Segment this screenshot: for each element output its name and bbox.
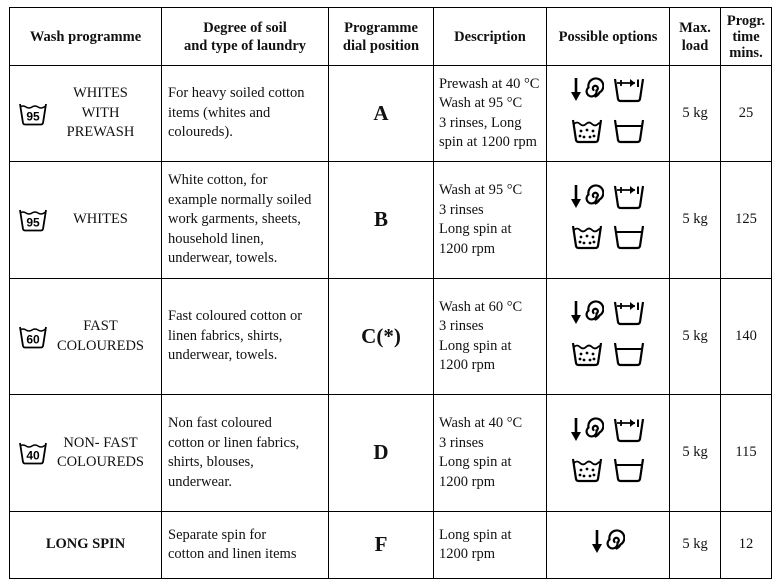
programme-name-line: COLOUREDS	[56, 454, 144, 470]
soil-line: cotton and linen items	[168, 546, 297, 562]
wash-programme-table	[9, 7, 772, 579]
description-cell	[434, 395, 547, 512]
header-load	[670, 8, 721, 66]
description-line: Long spin at	[439, 526, 512, 543]
programme-name-line: PREWASH	[66, 124, 135, 141]
description-line: 1200 rpm	[439, 240, 495, 257]
options-group	[569, 76, 647, 151]
prewash-icon	[611, 299, 647, 334]
header-time	[721, 8, 772, 66]
spin-reduce-icon	[569, 416, 605, 451]
programme-name-line: COLOUREDS	[56, 337, 144, 354]
header-options: Possible options	[547, 8, 670, 66]
soil-line: coloureds).	[168, 124, 233, 141]
description-line: spin at 1200 rpm	[439, 134, 537, 150]
description-line: 3 rinses	[439, 201, 484, 218]
wash-temp-95-icon	[18, 208, 48, 232]
wash-temp-label: 60	[26, 332, 40, 346]
easy-iron-icon	[611, 223, 647, 258]
soil-cell	[162, 279, 329, 395]
programme-name-line: WHITES	[73, 85, 128, 102]
wash-temp-40-icon	[18, 441, 48, 465]
header-time-line: Progr.	[726, 12, 766, 29]
options-cell	[547, 66, 670, 162]
prewash-icon	[611, 416, 647, 451]
description-cell	[434, 512, 547, 579]
easy-iron-icon	[611, 117, 647, 152]
description-line: Wash at 95 °C	[439, 95, 523, 111]
soil-line: underwear, towels.	[168, 250, 278, 267]
max-load: 5 kg	[670, 162, 721, 279]
description-line: Prewash at 40 °C	[439, 75, 540, 92]
easy-iron-icon	[611, 340, 647, 375]
options-group	[569, 183, 647, 258]
description-line: Long spin at	[439, 221, 512, 237]
options-group	[569, 299, 647, 374]
table-row	[10, 279, 772, 395]
header-dial-line: dial position	[342, 37, 420, 54]
spin-reduce-icon	[569, 183, 605, 218]
header-row	[10, 8, 772, 66]
description-line: 3 rinses, Long	[439, 114, 522, 131]
programme-time: 115	[721, 395, 772, 512]
soil-cell	[162, 395, 329, 512]
dial-position: A	[329, 66, 434, 162]
max-load: 5 kg	[670, 279, 721, 395]
description-line: Wash at 40 °C	[439, 415, 523, 431]
description-line: 3 rinses	[439, 434, 484, 451]
description-line: 1200 rpm	[439, 357, 495, 373]
programme-name-line: LONG SPIN	[45, 536, 126, 553]
soil-line: underwear.	[168, 473, 233, 490]
max-load: 5 kg	[670, 66, 721, 162]
programme-cell	[10, 279, 162, 395]
soil-line: For heavy soiled cotton	[168, 85, 305, 102]
stain-wash-icon	[569, 456, 605, 491]
description-line: Long spin at	[439, 454, 512, 470]
header-time-line: mins.	[729, 44, 763, 61]
description-cell	[434, 279, 547, 395]
programme-name-line: WITH	[81, 104, 120, 121]
dial-position: B	[329, 162, 434, 279]
soil-line: household linen,	[168, 230, 264, 247]
description-cell	[434, 162, 547, 279]
soil-line: underwear, towels.	[168, 347, 278, 364]
programme-time: 12	[721, 512, 772, 579]
programme-time: 25	[721, 66, 772, 162]
options-cell	[547, 162, 670, 279]
description-line: 3 rinses	[439, 318, 484, 334]
soil-line: work garments, sheets,	[168, 211, 301, 228]
programme-cell	[10, 395, 162, 512]
soil-line: Fast coloured cotton or	[168, 308, 303, 325]
header-description: Description	[434, 8, 547, 66]
stain-wash-icon	[569, 117, 605, 152]
header-dial-line: Programme	[344, 19, 418, 36]
soil-line: Separate spin for	[168, 526, 267, 543]
programme-name-line: WHITES	[73, 211, 128, 228]
max-load: 5 kg	[670, 512, 721, 579]
options-group	[569, 416, 647, 491]
header-soil-line: and type of laundry	[183, 37, 307, 54]
programme-cell	[10, 162, 162, 279]
header-programme: Wash programme	[10, 8, 162, 66]
spin-reduce-icon	[590, 528, 626, 563]
prewash-icon	[611, 76, 647, 111]
programme-cell	[10, 66, 162, 162]
max-load: 5 kg	[670, 395, 721, 512]
description-line: 1200 rpm	[439, 473, 495, 490]
description-line: Wash at 60 °C	[439, 298, 523, 315]
soil-line: linen fabrics, shirts,	[168, 327, 283, 344]
header-load-line: Max.	[679, 19, 711, 36]
programme-name-line: NON- FAST	[63, 434, 138, 451]
dial-position: D	[329, 395, 434, 512]
options-cell	[547, 279, 670, 395]
soil-line: cotton or linen fabrics,	[168, 434, 300, 451]
easy-iron-icon	[611, 456, 647, 491]
programme-cell	[10, 512, 162, 579]
programme-time: 125	[721, 162, 772, 279]
soil-line: White cotton, for	[168, 172, 268, 189]
soil-cell	[162, 162, 329, 279]
spin-reduce-icon	[569, 299, 605, 334]
stain-wash-icon	[569, 223, 605, 258]
header-load-line: load	[681, 37, 709, 54]
wash-temp-label: 95	[26, 109, 40, 123]
wash-temp-95-icon	[18, 102, 48, 126]
dial-position: C(*)	[329, 279, 434, 395]
table-row	[10, 512, 772, 579]
header-time-line: time	[732, 28, 760, 45]
header-dial	[329, 8, 434, 66]
spin-reduce-icon	[569, 76, 605, 111]
table-row	[10, 162, 772, 279]
wash-temp-60-icon	[18, 325, 48, 349]
description-line: Wash at 95 °C	[439, 182, 523, 198]
options-group	[590, 528, 626, 563]
header-soil	[162, 8, 329, 66]
description-line: Long spin at	[439, 337, 512, 354]
programme-name-line: FAST	[83, 318, 118, 334]
soil-line: items (whites and	[168, 104, 271, 121]
programme-time: 140	[721, 279, 772, 395]
description-line: 1200 rpm	[439, 546, 495, 562]
soil-cell	[162, 512, 329, 579]
programme-name	[10, 535, 161, 555]
soil-line: shirts, blouses,	[168, 454, 254, 470]
options-cell	[547, 395, 670, 512]
soil-line: example normally soiled	[168, 191, 312, 208]
description-cell	[434, 66, 547, 162]
stain-wash-icon	[569, 340, 605, 375]
soil-cell	[162, 66, 329, 162]
table-row	[10, 395, 772, 512]
header-soil-line: Degree of soil	[203, 19, 287, 36]
soil-line: Non fast coloured	[168, 415, 272, 431]
wash-temp-label: 40	[26, 448, 40, 463]
prewash-icon	[611, 183, 647, 218]
dial-position: F	[329, 512, 434, 579]
options-cell	[547, 512, 670, 579]
wash-temp-label: 95	[26, 215, 40, 230]
table-row	[10, 66, 772, 162]
